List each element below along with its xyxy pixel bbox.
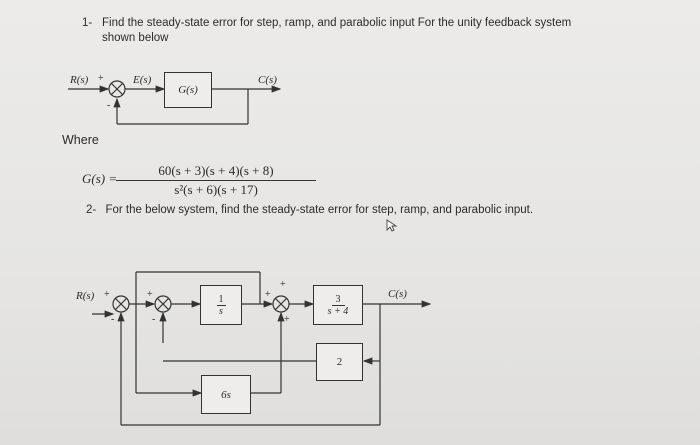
mouse-pointer-icon <box>386 219 398 238</box>
d2-gain-block: 2 <box>316 343 363 381</box>
equation-numerator: 60(s + 3)(s + 4)(s + 8) <box>116 163 316 181</box>
question-2-number: 2- <box>86 204 97 216</box>
d2-integrator-block <box>200 285 242 325</box>
question-1-number: 1- <box>82 17 93 29</box>
d2-output-label-c: C(s) <box>388 288 407 300</box>
d2-sum2-plus: + <box>147 289 153 300</box>
error-label: E(s) <box>133 74 152 86</box>
input-label-r: R(s) <box>70 74 89 86</box>
summing-plus-sign: + <box>98 73 104 84</box>
equation-lhs: G(s) = <box>82 171 118 186</box>
d2-sum1-plus: + <box>104 289 110 300</box>
where-label: Where <box>62 133 99 147</box>
plant-block-g: G(s) <box>164 72 212 108</box>
d2-plant-num: 3 <box>332 294 345 306</box>
question-2-text: For the below system, find the steady-state error for step, ramp, and parabolic input. <box>105 204 534 216</box>
d2-sum2-minus: - <box>152 314 156 325</box>
d2-integrator-num: 1 <box>218 293 224 305</box>
d2-input-label-r: R(s) <box>76 290 95 302</box>
d2-sum3-plus-left: + <box>265 289 271 300</box>
d2-plant-den: s + 4 <box>327 305 349 317</box>
d2-integrator-den: s <box>219 305 223 317</box>
output-label-c: C(s) <box>258 74 277 86</box>
equation-denominator: s²(s + 6)(s + 17) <box>174 182 258 197</box>
summing-minus-sign: - <box>107 100 111 111</box>
d2-plant-block <box>313 285 363 325</box>
d2-feedback-block: 6s <box>201 375 251 414</box>
d2-sum3-plus-top: + <box>280 279 286 290</box>
question-1-text: Find the steady-state error for step, ramp, and parabolic input For the unity feedback system shown below <box>102 17 572 44</box>
equation-fraction <box>116 163 316 198</box>
question-2 <box>86 204 533 216</box>
d2-sum1-minus: - <box>111 314 115 325</box>
d2-sum3-plus-bottom: + <box>284 314 290 325</box>
